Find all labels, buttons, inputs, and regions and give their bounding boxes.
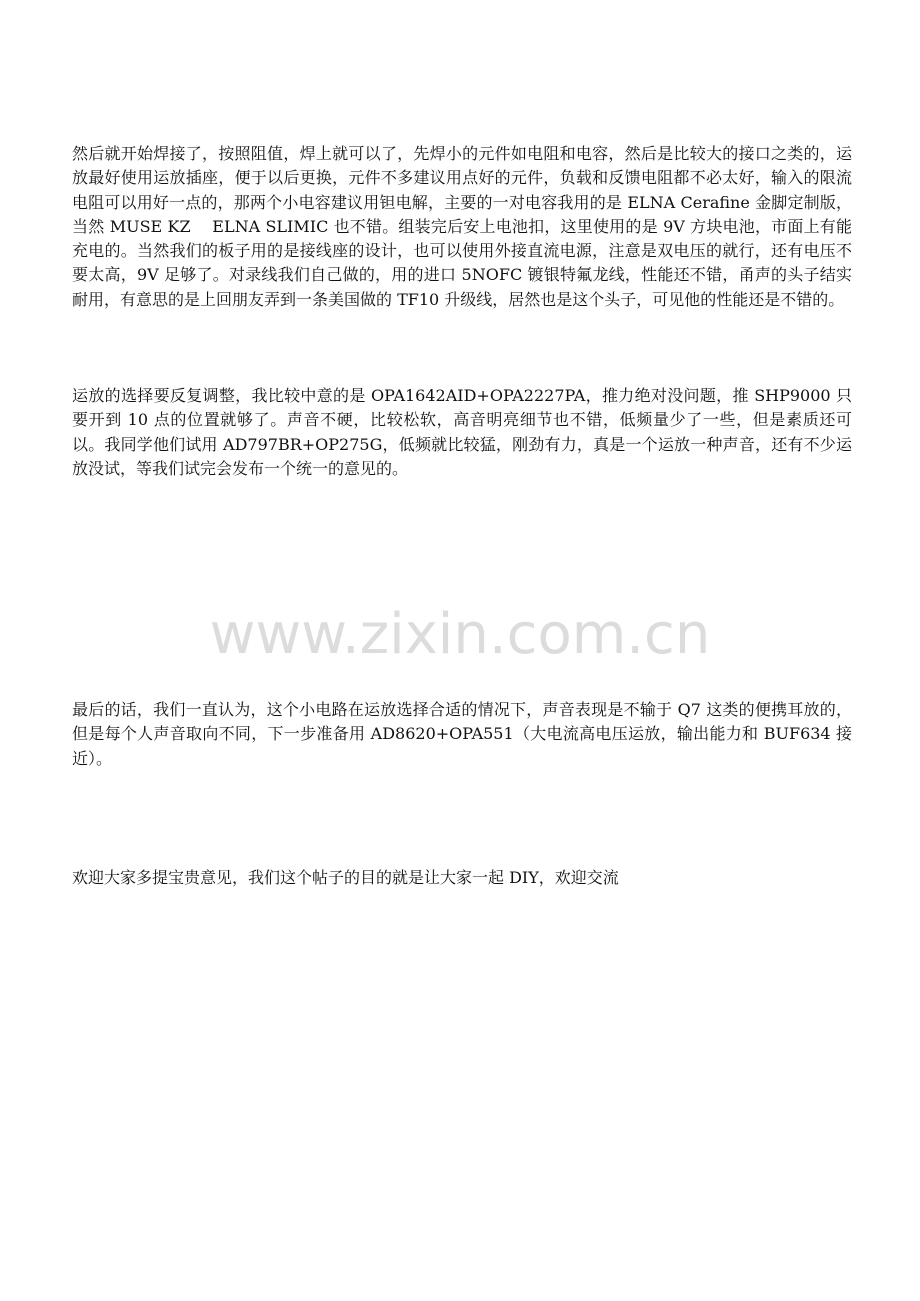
paragraph-welcome: 欢迎大家多提宝贵意见，我们这个帖子的目的就是让大家一起 DIY，欢迎交流: [72, 868, 619, 887]
paragraph-soldering: 然后就开始焊接了，按照阻值，焊上就可以了，先焊小的元件如电阻和电容，然后是比较大的接口之类的，运放最好使用运放插座，便于以后更换，元件不多建议用点好的元件，负载和反馈电阻都不必太好，输入的限流电阻可以用好一点的，那两个小电容建议用钽电解，主要的一对电容我用的是 ELNA Cerafine 金脚定制版，当然 MUSE KZ ELNA SLIMIC 也不错。组装完后安上电池扣，这里使用的是 9V 方块电池，市面上有能充电的。当然我们的板子用的是接线座的设计，也可以使用外接直流电源，注意是双电压的就行，还有电压不要太高，9V 足够了。对录线我们自己做的，用的进口 5NOFC 镀银特氟龙线，性能还不错，甬声的头子结实耐用，有意思的是上回朋友弄到一条美国做的 TF10 升级线，居然也是这个头子，可见他的性能还是不错的。: [72, 144, 852, 309]
paragraph-opamp-selection: 运放的选择要反复调整，我比较中意的是 OPA1642AID+OPA2227PA，推力绝对没问题，推 SHP9000 只要开到 10 点的位置就够了。声音不硬，比较松软，高音明亮细节也不错，低频量少了一些，但是素质还可以。我同学他们试用 AD797BR+OP275G，低频就比较猛，刚劲有力，真是一个运放一种声音，还有不少运放没试，等我们试完会发布一个统一的意见的。: [72, 386, 852, 478]
paragraph-conclusion: 最后的话，我们一直认为，这个小电路在运放选择合适的情况下，声音表现是不输于 Q7 这类的便携耳放的，但是每个人声音取向不同，下一步准备用 AD8620+OPA551（大电流高电压运放，输出能力和 BUF634 接近）。: [72, 700, 852, 768]
watermark-text: www.zixin.com.cn: [209, 602, 711, 667]
